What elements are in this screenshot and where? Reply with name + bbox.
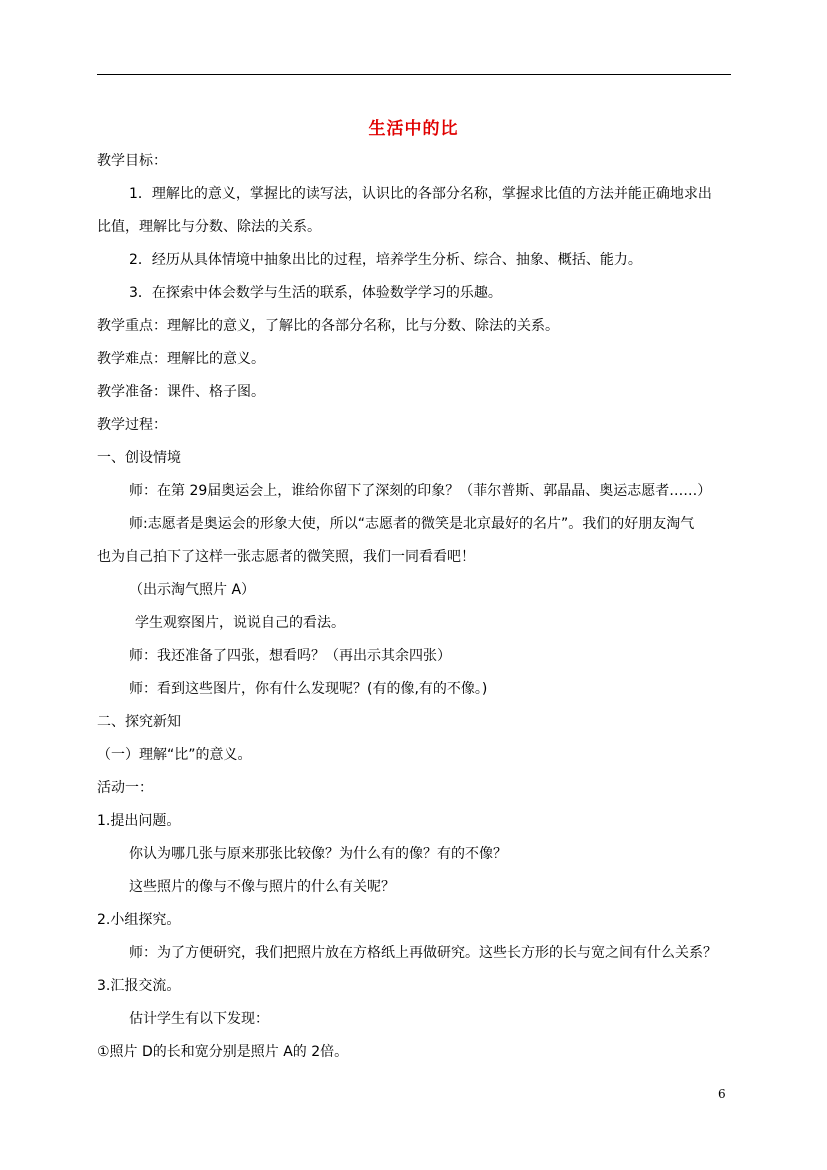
text-line: 师：为了方便研究，我们把照片放在方格纸上再做研究。这些长方形的长与宽之间有什么关系？ xyxy=(129,945,717,961)
page-number: 6 xyxy=(718,1087,726,1101)
text-line: 师：看到这些图片，你有什么发现呢？(有的像,有的不像。) xyxy=(129,681,488,697)
text-line: 教学目标： xyxy=(97,153,167,169)
subsection-heading: （一）理解“比”的意义。 xyxy=(97,747,252,763)
text-line: 教学过程： xyxy=(97,417,167,433)
section-heading: 一、创设情境 xyxy=(97,450,181,466)
text-line: 也为自己拍下了这样一张志愿者的微笑照，我们一同看看吧！ xyxy=(97,549,475,565)
text-line: 你认为哪几张与原来那张比较像？为什么有的像？有的不像？ xyxy=(129,846,507,862)
text-line: 教学重点：理解比的意义，了解比的各部分名称，比与分数、除法的关系。 xyxy=(97,318,559,334)
text-line: 师：我还准备了四张，想看吗？（再出示其余四张） xyxy=(129,648,451,664)
text-line: 学生观察图片，说说自己的看法。 xyxy=(135,615,345,631)
text-line: 教学准备：课件、格子图。 xyxy=(97,384,265,400)
text-line: 2．经历从具体情境中抽象出比的过程，培养学生分析、综合、抽象、概括、能力。 xyxy=(129,252,642,268)
section-heading: 二、探究新知 xyxy=(97,714,181,730)
text-line: 1．理解比的意义，掌握比的读写法，认识比的各部分名称，掌握求比值的方法并能正确地求出 xyxy=(129,186,712,202)
text-line: 比值，理解比与分数、除法的关系。 xyxy=(97,219,321,235)
text-line: 3.汇报交流。 xyxy=(97,978,181,994)
text-line: 这些照片的像与不像与照片的什么有关呢？ xyxy=(129,879,395,895)
document-title: 生活中的比 xyxy=(368,119,459,139)
text-line: （出示淘气照片 A） xyxy=(129,582,256,598)
text-line: 估计学生有以下发现： xyxy=(129,1011,269,1027)
text-line: 教学难点：理解比的意义。 xyxy=(97,351,265,367)
text-line: ①照片 D的长和宽分别是照片 A的 2倍。 xyxy=(97,1044,349,1060)
text-line: 活动一： xyxy=(97,780,153,796)
header-rule xyxy=(97,74,731,75)
text-line: 师:志愿者是奥运会的形象大使，所以“志愿者的微笑是北京最好的名片”。我们的好朋友淘气 xyxy=(129,516,695,532)
text-line: 1.提出问题。 xyxy=(97,813,181,829)
text-line: 2.小组探究。 xyxy=(97,912,181,928)
text-line: 师：在第 29届奥运会上，谁给你留下了深刻的印象？（菲尔普斯、郭晶晶、奥运志愿者……） xyxy=(129,483,712,499)
text-line: 3．在探索中体会数学与生活的联系，体验数学学习的乐趣。 xyxy=(129,285,502,301)
